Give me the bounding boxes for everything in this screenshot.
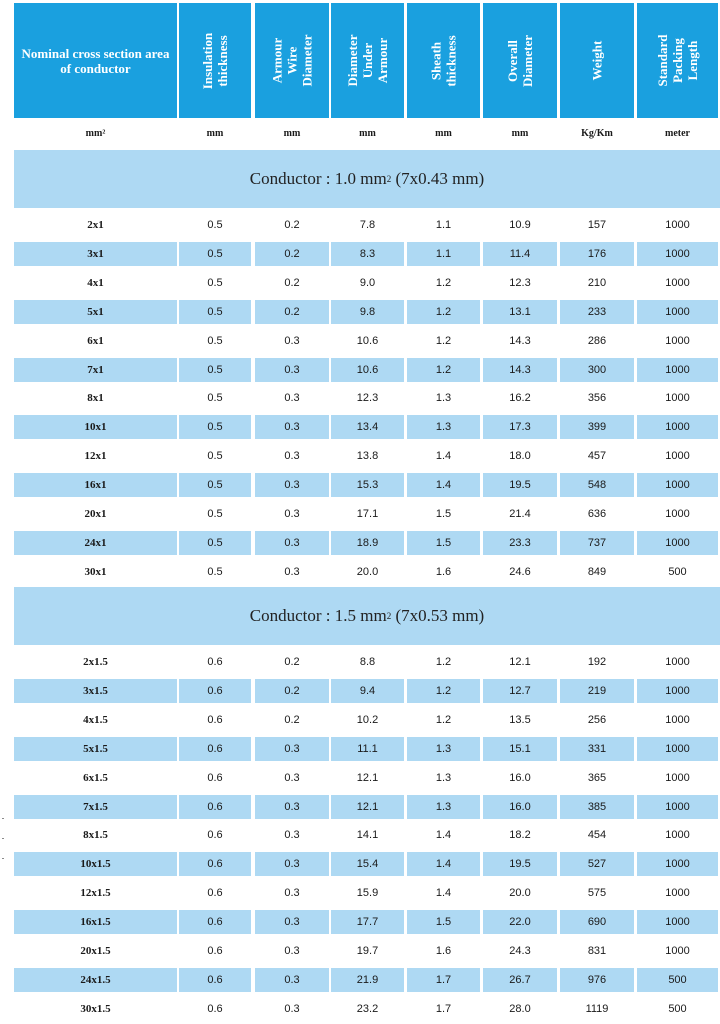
row-label: 7x1 xyxy=(14,358,177,382)
table-cell: 1.2 xyxy=(435,335,452,347)
header-label: Sheath thickness xyxy=(428,34,459,87)
table-cell: 0.6 xyxy=(207,1003,223,1015)
table-cell: 0.5 xyxy=(179,531,251,555)
table-cell: 18.0 xyxy=(509,450,531,462)
unit-label: mm xyxy=(359,127,376,139)
table-cell: 0.3 xyxy=(284,887,300,899)
table-cell: 0.5 xyxy=(179,300,251,324)
table-cell: 1.2 xyxy=(407,679,480,703)
row-label: 8x1 xyxy=(87,392,104,404)
table-cell: 1000 xyxy=(665,277,690,289)
row-label: 4x1.5 xyxy=(83,714,108,726)
table-cell: 15.4 xyxy=(331,852,404,876)
table-cell: 157 xyxy=(587,219,607,231)
table-cell: 500 xyxy=(668,566,687,578)
table-cell: 454 xyxy=(587,829,607,841)
table-cell: 233 xyxy=(560,300,634,324)
table-cell: 300 xyxy=(560,358,634,382)
table-cell: 14.1 xyxy=(356,829,379,841)
row-label: 5x1 xyxy=(14,300,177,324)
header-label: Weight xyxy=(589,40,605,81)
table-cell: 1000 xyxy=(665,392,690,404)
table-cell: 24.6 xyxy=(509,566,531,578)
table-cell: 18.2 xyxy=(509,829,531,841)
section-title xyxy=(14,150,720,208)
table-cell: 1000 xyxy=(637,242,718,266)
margin-mark xyxy=(2,818,4,819)
table-cell: 28.0 xyxy=(509,1003,531,1015)
table-cell: 0.6 xyxy=(207,887,223,899)
table-cell: 0.6 xyxy=(207,714,223,726)
table-cell: 0.3 xyxy=(255,968,329,992)
header-overall-diameter xyxy=(483,3,557,118)
table-cell: 13.8 xyxy=(356,450,379,462)
table-cell: 1000 xyxy=(637,910,718,934)
table-cell: 0.5 xyxy=(207,219,223,231)
table-cell: 1000 xyxy=(637,415,718,439)
section-title-prefix: Conductor : 1.0 mm xyxy=(249,169,387,188)
table-cell: 0.2 xyxy=(284,714,300,726)
header-label: Diameter Under Armour xyxy=(345,34,390,87)
table-cell: 1000 xyxy=(665,508,690,520)
table-cell: 1119 xyxy=(585,1003,609,1015)
table-cell: 0.3 xyxy=(255,531,329,555)
table-cell: 1000 xyxy=(637,737,718,761)
table-cell: 1.5 xyxy=(407,910,480,934)
row-label: 2x1.5 xyxy=(83,656,108,668)
table-cell: 12.1 xyxy=(356,772,379,784)
table-cell: 1000 xyxy=(637,300,718,324)
table-cell: 1.5 xyxy=(435,508,452,520)
table-cell: 0.6 xyxy=(207,656,223,668)
header-label: Overall Diameter xyxy=(505,34,535,87)
table-cell: 1000 xyxy=(665,945,690,957)
table-cell: 1000 xyxy=(637,531,718,555)
table-cell: 176 xyxy=(560,242,634,266)
table-cell: 0.2 xyxy=(255,300,329,324)
table-cell: 1.1 xyxy=(407,242,480,266)
table-cell: 0.5 xyxy=(179,358,251,382)
header-label: Standard Packing Length xyxy=(655,34,700,87)
table-cell: 399 xyxy=(560,415,634,439)
row-label: 20x1 xyxy=(84,508,107,520)
table-cell: 23.2 xyxy=(356,1003,379,1015)
section-title-superscript: 2 xyxy=(386,174,392,184)
table-cell: 17.7 xyxy=(331,910,404,934)
table-cell: 8.8 xyxy=(359,656,376,668)
table-cell: 0.3 xyxy=(284,945,300,957)
table-cell: 0.6 xyxy=(207,945,223,957)
table-cell: 0.6 xyxy=(179,737,251,761)
table-cell: 0.2 xyxy=(284,277,300,289)
table-cell: 636 xyxy=(587,508,607,520)
row-label: 12x1 xyxy=(84,450,107,462)
table-cell: 1000 xyxy=(665,829,690,841)
row-label: 6x1.5 xyxy=(83,772,108,784)
table-cell: 0.5 xyxy=(207,566,223,578)
table-cell: 16.2 xyxy=(509,392,531,404)
section-title-prefix: Conductor : 1.5 mm xyxy=(249,606,387,625)
table-cell: 0.3 xyxy=(255,358,329,382)
row-label: 7x1.5 xyxy=(14,795,177,819)
table-cell: 1.4 xyxy=(435,829,452,841)
table-cell: 0.5 xyxy=(179,242,251,266)
unit-label: Kg/Km xyxy=(581,127,613,139)
table-cell: 13.5 xyxy=(509,714,531,726)
table-cell: 1.3 xyxy=(407,795,480,819)
row-label: 3x1 xyxy=(14,242,177,266)
table-cell: 1000 xyxy=(637,852,718,876)
table-cell: 0.2 xyxy=(284,656,300,668)
table-cell: 11.4 xyxy=(483,242,557,266)
table-cell: 1.6 xyxy=(435,566,452,578)
table-cell: 11.1 xyxy=(331,737,404,761)
table-cell: 20.0 xyxy=(356,566,379,578)
table-cell: 575 xyxy=(587,887,607,899)
table-cell: 7.8 xyxy=(359,219,376,231)
table-cell: 12.1 xyxy=(509,656,531,668)
table-cell: 1.3 xyxy=(407,415,480,439)
table-cell: 14.3 xyxy=(509,335,531,347)
table-cell: 1.6 xyxy=(435,945,452,957)
table-cell: 0.3 xyxy=(284,450,300,462)
row-label: 5x1.5 xyxy=(14,737,177,761)
table-cell: 0.3 xyxy=(284,566,300,578)
table-cell: 0.3 xyxy=(284,508,300,520)
unit-label: mm² xyxy=(85,127,106,139)
unit-label: mm xyxy=(435,127,452,139)
table-cell: 1.2 xyxy=(435,656,452,668)
table-cell: 1.5 xyxy=(407,531,480,555)
unit-label: mm xyxy=(206,127,224,139)
header-label: Insulation thickness xyxy=(200,32,230,89)
table-cell: 0.3 xyxy=(284,335,300,347)
header-label: Nominal cross section area of conductor xyxy=(21,45,170,76)
table-cell: 0.3 xyxy=(284,1003,300,1015)
table-cell: 9.4 xyxy=(331,679,404,703)
table-cell: 0.3 xyxy=(255,737,329,761)
table-cell: 16.0 xyxy=(483,795,557,819)
table-cell: 0.5 xyxy=(207,277,223,289)
table-cell: 0.3 xyxy=(255,473,329,497)
table-cell: 0.6 xyxy=(179,852,251,876)
table-cell: 1.4 xyxy=(407,473,480,497)
table-cell: 19.5 xyxy=(483,852,557,876)
table-cell: 690 xyxy=(560,910,634,934)
table-cell: 21.9 xyxy=(331,968,404,992)
table-cell: 737 xyxy=(560,531,634,555)
table-cell: 500 xyxy=(637,968,718,992)
table-cell: 1000 xyxy=(665,335,690,347)
table-cell: 1.3 xyxy=(435,772,452,784)
table-cell: 0.5 xyxy=(179,415,251,439)
table-cell: 831 xyxy=(587,945,607,957)
table-cell: 15.9 xyxy=(356,887,379,899)
unit-label: mm xyxy=(283,127,301,139)
table-cell: 331 xyxy=(560,737,634,761)
unit-label: mm xyxy=(511,127,529,139)
table-cell: 8.3 xyxy=(331,242,404,266)
table-cell: 849 xyxy=(587,566,607,578)
row-label: 16x1.5 xyxy=(14,910,177,934)
table-cell: 10.2 xyxy=(356,714,379,726)
table-cell: 17.1 xyxy=(356,508,379,520)
header-standard-packing-length xyxy=(637,3,718,118)
table-cell: 1000 xyxy=(637,358,718,382)
header-sheath-thickness xyxy=(407,3,480,118)
row-label: 30x1 xyxy=(84,566,107,578)
table-cell: 365 xyxy=(587,772,607,784)
header-nominal-cross-section-area-of-conductor xyxy=(14,3,177,118)
table-cell: 21.4 xyxy=(509,508,531,520)
table-cell: 1.7 xyxy=(435,1003,452,1015)
section-title-suffix: (7x0.43 mm) xyxy=(391,169,485,188)
table-cell: 13.1 xyxy=(483,300,557,324)
table-cell: 527 xyxy=(560,852,634,876)
table-cell: 219 xyxy=(560,679,634,703)
table-cell: 0.3 xyxy=(284,392,300,404)
table-cell: 0.3 xyxy=(255,415,329,439)
table-cell: 1.2 xyxy=(407,300,480,324)
row-label: 10x1 xyxy=(14,415,177,439)
table-cell: 0.3 xyxy=(284,829,300,841)
table-cell: 10.6 xyxy=(331,358,404,382)
table-cell: 548 xyxy=(560,473,634,497)
table-cell: 1.4 xyxy=(407,852,480,876)
table-cell: 26.7 xyxy=(483,968,557,992)
table-cell: 10.9 xyxy=(509,219,531,231)
table-cell: 23.3 xyxy=(483,531,557,555)
row-label: 6x1 xyxy=(87,335,104,347)
table-cell: 0.3 xyxy=(284,772,300,784)
table-cell: 19.7 xyxy=(356,945,379,957)
row-label: 24x1 xyxy=(14,531,177,555)
table-cell: 0.5 xyxy=(207,392,223,404)
section-title-suffix: (7x0.53 mm) xyxy=(391,606,485,625)
section-title xyxy=(14,587,720,645)
table-cell: 0.6 xyxy=(207,829,223,841)
table-cell: 356 xyxy=(587,392,607,404)
row-label: 10x1.5 xyxy=(14,852,177,876)
section-title-superscript: 2 xyxy=(386,611,392,621)
table-cell: 10.6 xyxy=(356,335,379,347)
table-cell: 19.5 xyxy=(483,473,557,497)
row-label: 20x1.5 xyxy=(80,945,111,957)
table-cell: 1000 xyxy=(637,473,718,497)
table-cell: 0.5 xyxy=(207,335,223,347)
table-cell: 17.3 xyxy=(483,415,557,439)
table-cell: 15.3 xyxy=(331,473,404,497)
table-cell: 0.6 xyxy=(179,679,251,703)
table-cell: 1.2 xyxy=(435,277,452,289)
table-cell: 1.7 xyxy=(407,968,480,992)
table-cell: 0.2 xyxy=(255,242,329,266)
table-cell: 0.6 xyxy=(207,772,223,784)
table-cell: 1.2 xyxy=(435,714,452,726)
table-cell: 24.3 xyxy=(509,945,531,957)
table-cell: 12.7 xyxy=(483,679,557,703)
row-label: 2x1 xyxy=(87,219,104,231)
table-cell: 0.3 xyxy=(255,795,329,819)
table-cell: 13.4 xyxy=(331,415,404,439)
table-cell: 0.3 xyxy=(255,910,329,934)
table-cell: 9.8 xyxy=(331,300,404,324)
table-cell: 0.6 xyxy=(179,968,251,992)
table-cell: 1000 xyxy=(665,219,690,231)
header-label: Armour Wire Diameter xyxy=(269,34,315,87)
table-cell: 1.4 xyxy=(435,887,452,899)
header-diameter-under-armour xyxy=(331,3,404,118)
header-armour-wire-diameter xyxy=(255,3,329,118)
margin-mark xyxy=(2,838,4,839)
table-cell: 0.5 xyxy=(207,508,223,520)
table-cell: 1000 xyxy=(665,887,690,899)
table-cell: 0.6 xyxy=(179,795,251,819)
table-cell: 0.5 xyxy=(207,450,223,462)
row-label: 30x1.5 xyxy=(80,1003,111,1015)
row-label: 4x1 xyxy=(87,277,104,289)
header-insulation-thickness xyxy=(179,3,251,118)
table-cell: 1.2 xyxy=(407,358,480,382)
table-cell: 12.1 xyxy=(331,795,404,819)
header-weight xyxy=(560,3,634,118)
table-cell: 210 xyxy=(587,277,607,289)
table-cell: 9.0 xyxy=(359,277,376,289)
table-cell: 15.1 xyxy=(483,737,557,761)
table-cell: 18.9 xyxy=(331,531,404,555)
row-label: 3x1.5 xyxy=(14,679,177,703)
table-cell: 1000 xyxy=(665,714,690,726)
table-cell: 0.2 xyxy=(284,219,300,231)
table-cell: 0.6 xyxy=(179,910,251,934)
table-cell: 1.1 xyxy=(435,219,452,231)
table-cell: 192 xyxy=(587,656,607,668)
row-label: 16x1 xyxy=(14,473,177,497)
table-cell: 12.3 xyxy=(509,277,531,289)
table-cell: 256 xyxy=(587,714,607,726)
row-label: 8x1.5 xyxy=(83,829,108,841)
margin-mark xyxy=(2,858,4,859)
table-cell: 0.3 xyxy=(255,852,329,876)
table-cell: 1000 xyxy=(665,656,690,668)
table-cell: 12.3 xyxy=(356,392,379,404)
table-cell: 1000 xyxy=(637,795,718,819)
table-cell: 976 xyxy=(560,968,634,992)
table-cell: 1.3 xyxy=(407,737,480,761)
table-cell: 20.0 xyxy=(509,887,531,899)
table-cell: 1.4 xyxy=(435,450,452,462)
row-label: 24x1.5 xyxy=(14,968,177,992)
table-cell: 1000 xyxy=(637,679,718,703)
table-cell: 1000 xyxy=(665,450,690,462)
table-cell: 22.0 xyxy=(483,910,557,934)
table-cell: 457 xyxy=(587,450,607,462)
unit-label: meter xyxy=(665,127,690,139)
table-cell: 385 xyxy=(560,795,634,819)
table-cell: 0.5 xyxy=(179,473,251,497)
table-cell: 1000 xyxy=(665,772,690,784)
row-label: 12x1.5 xyxy=(80,887,111,899)
table-cell: 500 xyxy=(668,1003,687,1015)
table-cell: 16.0 xyxy=(509,772,531,784)
table-cell: 14.3 xyxy=(483,358,557,382)
table-cell: 286 xyxy=(587,335,607,347)
table-cell: 0.2 xyxy=(255,679,329,703)
table-cell: 1.3 xyxy=(435,392,452,404)
